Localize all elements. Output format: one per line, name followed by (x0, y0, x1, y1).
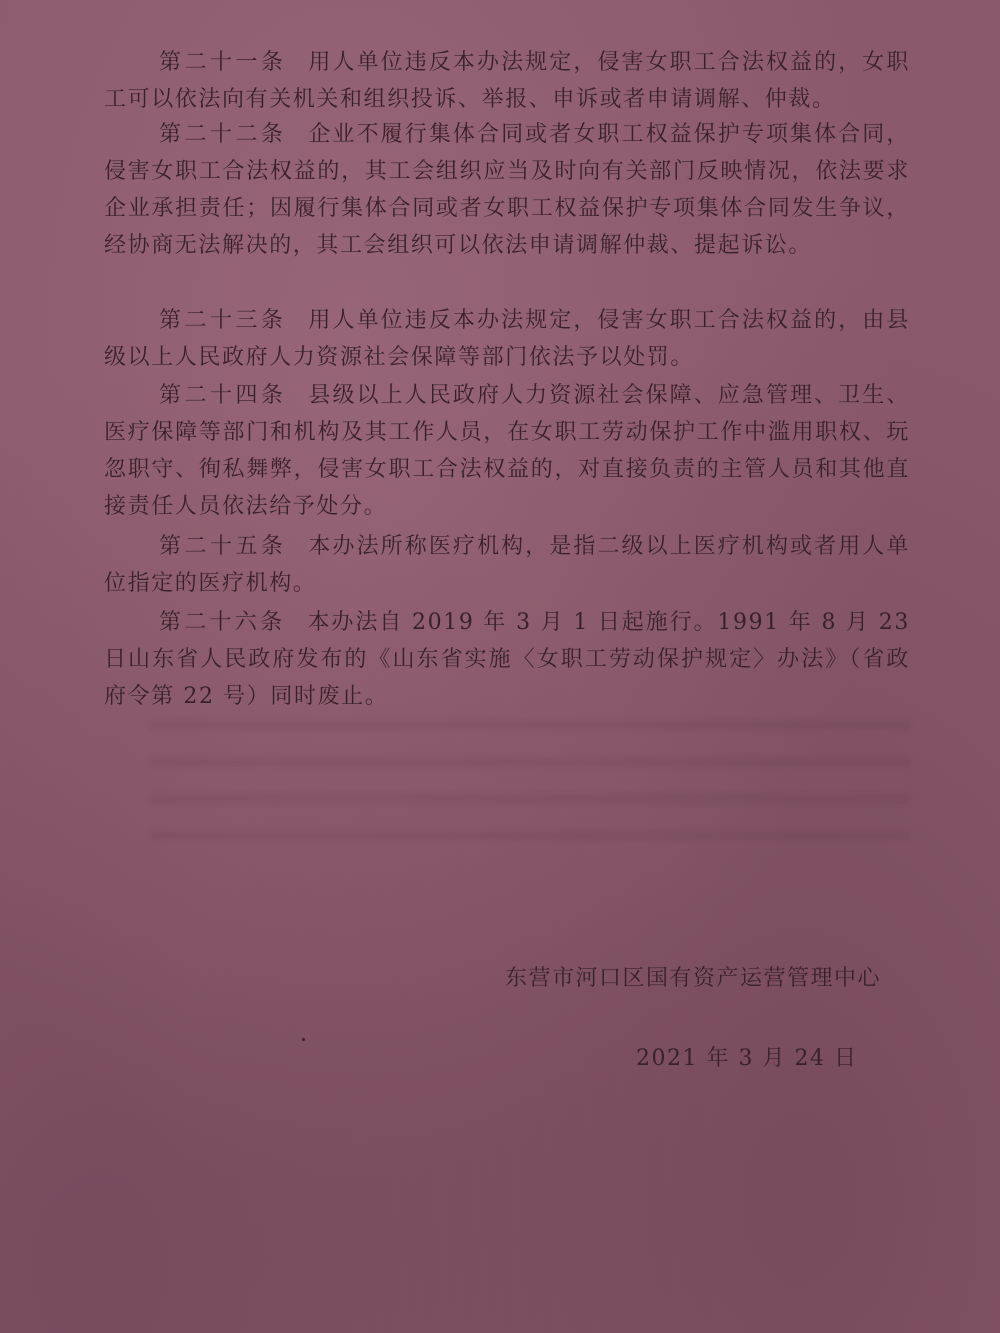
bleed-through-shadow (150, 720, 910, 840)
article-26-label: 第二十六条 (159, 610, 286, 635)
article-25-text: 本办法所称医疗机构，是指二级以上医疗机构或者用人单位指定的医疗机构。 (104, 534, 910, 596)
article-24 (104, 377, 910, 525)
article-26-text: 本办法自 2019 年 3 月 1 日起施行。1991 年 8 月 23 日山东省人民政府发布的《山东省实施〈女职工劳动保护规定〉办法》（省政府令第 22 号）同时废止。 (104, 610, 910, 709)
article-23 (104, 302, 910, 376)
article-24-text: 县级以上人民政府人力资源社会保障、应急管理、卫生、医疗保障等部门和机构及其工作人员，在女职工劳动保护工作中滥用职权、玩忽职守、徇私舞弊，侵害女职工合法权益的，对直接负责的主管人员和其他直接责任人员依法给予处分。 (104, 383, 910, 519)
article-25 (104, 528, 910, 602)
article-23-text: 用人单位违反本办法规定，侵害女职工合法权益的，由县级以上人民政府人力资源社会保障等部门依法予以处罚。 (104, 308, 910, 370)
article-21-text: 用人单位违反本办法规定，侵害女职工合法权益的，女职工可以依法向有关机关和组织投诉、举报、申诉或者申请调解、仲裁。 (104, 50, 910, 112)
article-25-label: 第二十五条 (159, 534, 287, 559)
article-26 (104, 604, 910, 715)
article-23-label: 第二十三条 (159, 308, 287, 333)
article-24-label: 第二十四条 (159, 383, 287, 408)
article-22-label: 第二十二条 (159, 122, 287, 147)
article-21 (104, 44, 910, 118)
ink-speck (302, 1038, 305, 1041)
article-22-text: 企业不履行集体合同或者女职工权益保护专项集体合同，侵害女职工合法权益的，其工会组织应当及时向有关部门反映情况，依法要求企业承担责任；因履行集体合同或者女职工权益保护专项集体合同发生争议，经协商无法解决的，其工会组织可以依法申请调解仲裁、提起诉讼。 (104, 122, 910, 258)
issuer-signature: 东营市河口区国有资产运营管理中心 (505, 966, 882, 991)
issue-date: 2021 年 3 月 24 日 (636, 1046, 858, 1071)
article-22 (104, 116, 910, 264)
article-21-label: 第二十一条 (159, 50, 287, 75)
